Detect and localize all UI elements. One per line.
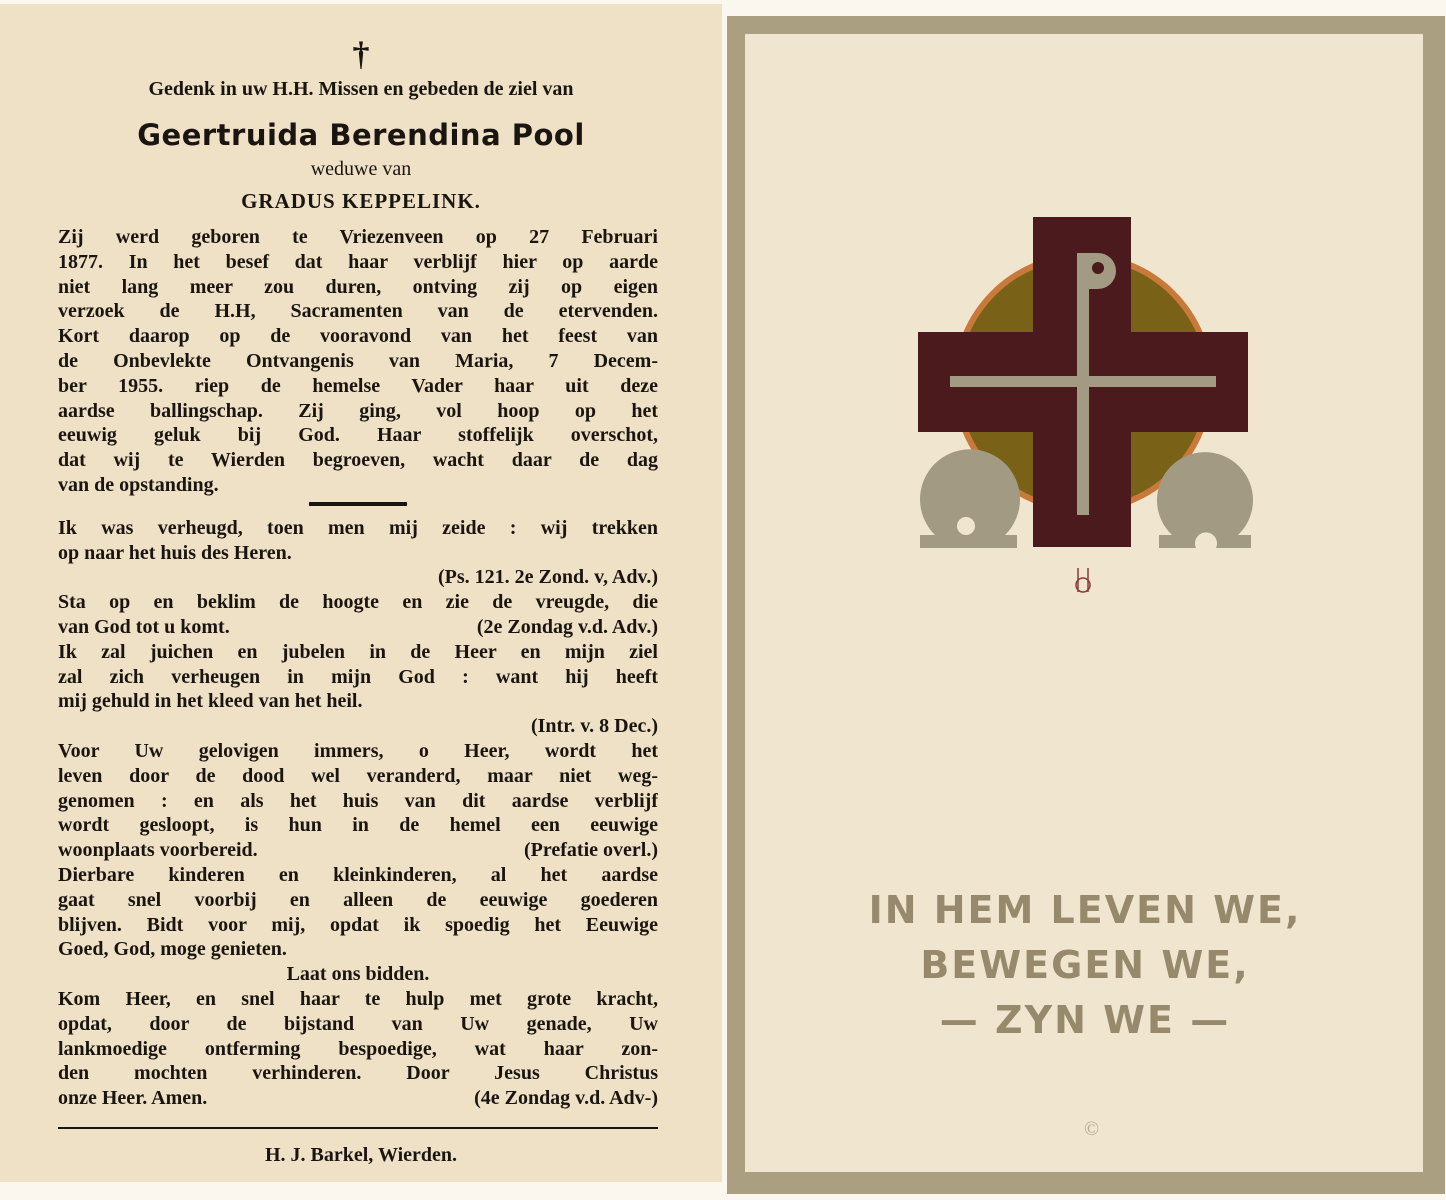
printer-credit: H. J. Barkel, Wierden. xyxy=(264,1144,458,1166)
chi-rho-cross-emblem xyxy=(900,200,1270,600)
text-line: den mochten verhinderen. Door Jesus Christus xyxy=(58,1062,658,1085)
intro-line: Gedenk in uw H.H. Missen en gebeden de ziel van xyxy=(148,78,574,100)
text-line xyxy=(58,838,658,863)
text-line: Kom Heer, en snel haar te hulp met grote kracht, xyxy=(58,987,658,1010)
deceased-name: Geertruida Berendina Pool xyxy=(137,118,585,152)
text-line: Goed, God, moge genieten. xyxy=(58,938,287,961)
text-line: Dierbare kinderen en kleinkinderen, al het aardse xyxy=(58,863,658,886)
text-line: zal zich verheugen in mijn God : want hij heeft xyxy=(58,665,658,688)
text-line: Sta op en beklim de hoogte en zie de vreugde, die xyxy=(58,591,658,614)
text-line: blijven. Bidt voor mij, opdat ik spoedig het Eeuwige xyxy=(58,913,658,936)
text-line: dat wij te Wierden begroeven, wacht daar de dag xyxy=(58,449,658,472)
memorial-body-text xyxy=(58,225,658,1111)
scripture-reference: (Prefatie overl.) xyxy=(524,839,658,862)
text-line: leven door de dood wel veranderd, maar niet weg- xyxy=(58,764,658,787)
motto-line-3: — ZYN WE — xyxy=(939,998,1231,1042)
husband-name: GRADUS KEPPELINK. xyxy=(241,189,481,213)
scripture-reference: (2e Zondag v.d. Adv.) xyxy=(476,615,658,638)
text-line: 1877. In het besef dat haar verblijf hier op aarde xyxy=(58,250,658,273)
text-line: genomen : en als het huis van dit aardse verblijf xyxy=(58,789,658,812)
text-line: Kort daarop op de vooravond van het feest van xyxy=(58,325,658,348)
text-line: wordt gesloopt, is hun in de hemel een eeuwige xyxy=(58,814,658,837)
motto-line-1: IN HEM LEVEN WE, xyxy=(868,888,1302,932)
motto-line-2: BEWEGEN WE, xyxy=(920,943,1250,987)
text-line: niet lang meer zou duren, ontving zij op eigen xyxy=(58,275,658,298)
text-line: verzoek de H.H, Sacramenten van de etervenden. xyxy=(58,300,658,323)
text-line: de Onbevlekte Ontvangenis van Maria, 7 Decem- xyxy=(58,349,658,372)
text-line: gaat snel voorbij en alleen de eeuwige goederen xyxy=(58,888,658,911)
text-line: Ik zal juichen en jubelen in de Heer en mijn ziel xyxy=(58,640,658,663)
text-line: lankmoedige ontferming bespoedige, wat haar zon- xyxy=(58,1037,658,1060)
bottom-divider xyxy=(58,1127,658,1129)
text-line-start: onze Heer. Amen. xyxy=(58,1087,208,1110)
text-line: aardse ballingschap. Zij ging, vol hoop op het xyxy=(58,399,658,422)
text-line: Zij werd geboren te Vriezenveen op 27 Februari xyxy=(58,226,658,248)
section-divider xyxy=(309,502,407,506)
dagger-cross-icon: † xyxy=(352,36,370,73)
text-line xyxy=(58,1086,658,1111)
text-line: van de opstanding. xyxy=(58,473,219,496)
text-line: op naar het huis des Heren. xyxy=(58,541,292,564)
omega-icon xyxy=(1157,452,1253,548)
copyright-mark-icon: © xyxy=(1084,1118,1100,1140)
text-line xyxy=(58,615,658,640)
text-line: mij gehuld in het kleed van het heil. xyxy=(58,690,363,713)
text-line-start: woonplaats voorbereid. xyxy=(58,839,258,862)
prayer-heading: Laat ons bidden. xyxy=(286,963,430,986)
scripture-reference: (Intr. v. 8 Dec.) xyxy=(530,715,658,738)
text-line: Ik was verheugd, toen men mij zeide : wij trekken xyxy=(58,516,658,539)
text-line: opdat, door de bijstand van Uw genade, Uw xyxy=(58,1012,658,1035)
text-line-start: van God tot u komt. xyxy=(58,615,230,638)
hb-monogram-icon xyxy=(1076,568,1090,592)
text-line: Voor Uw gelovigen immers, o Heer, wordt het xyxy=(58,739,658,762)
scripture-reference: (4e Zondag v.d. Adv-) xyxy=(474,1087,658,1110)
text-line: ber 1955. riep de hemelse Vader haar uit deze xyxy=(58,374,658,397)
widow-of-label: weduwe van xyxy=(310,158,412,180)
text-line: eeuwig geluk bij God. Haar stoffelijk overschot, xyxy=(58,424,658,447)
scripture-reference: (Ps. 121. 2e Zond. v, Adv.) xyxy=(437,566,658,589)
